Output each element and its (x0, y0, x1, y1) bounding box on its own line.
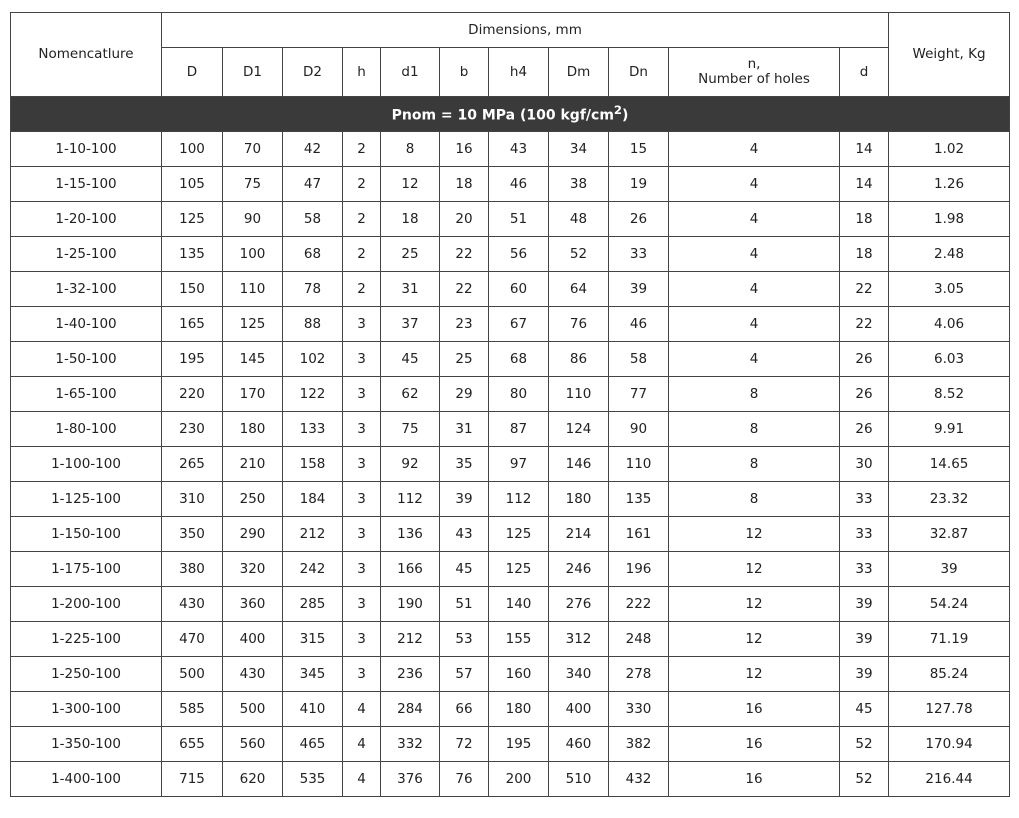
cell-b: 16 (440, 132, 489, 167)
cell-d1: 332 (381, 727, 440, 762)
table-row (11, 552, 1010, 587)
header-col-h4: h4 (489, 48, 549, 97)
cell-h: 3 (343, 307, 381, 342)
cell-D2: 42 (283, 132, 343, 167)
cell-holes: 4 (669, 167, 840, 202)
header-col-h: h (343, 48, 381, 97)
cell-b: 31 (440, 412, 489, 447)
cell-b: 72 (440, 727, 489, 762)
cell-D2: 122 (283, 377, 343, 412)
cell-weight: 23.32 (889, 482, 1010, 517)
cell-d: 18 (840, 202, 889, 237)
table-row (11, 272, 1010, 307)
cell-D: 380 (162, 552, 223, 587)
cell-holes: 8 (669, 377, 840, 412)
cell-h: 3 (343, 447, 381, 482)
cell-holes: 8 (669, 447, 840, 482)
cell-d1: 190 (381, 587, 440, 622)
cell-h4: 180 (489, 692, 549, 727)
cell-h: 3 (343, 587, 381, 622)
cell-h4: 87 (489, 412, 549, 447)
cell-holes: 4 (669, 237, 840, 272)
cell-D1: 100 (223, 237, 283, 272)
cell-D1: 110 (223, 272, 283, 307)
cell-Dn: 77 (609, 377, 669, 412)
header-col-D: D (162, 48, 223, 97)
cell-D1: 250 (223, 482, 283, 517)
cell-h4: 56 (489, 237, 549, 272)
header-col-b: b (440, 48, 489, 97)
table-body (11, 132, 1010, 797)
cell-D1: 560 (223, 727, 283, 762)
header-nomenclature: Nomencatlure (11, 13, 162, 97)
cell-Dm: 76 (549, 307, 609, 342)
cell-b: 20 (440, 202, 489, 237)
cell-d: 18 (840, 237, 889, 272)
cell-h: 4 (343, 727, 381, 762)
cell-D2: 184 (283, 482, 343, 517)
cell-D1: 180 (223, 412, 283, 447)
cell-weight: 32.87 (889, 517, 1010, 552)
cell-holes: 12 (669, 517, 840, 552)
cell-holes: 4 (669, 307, 840, 342)
cell-holes: 12 (669, 657, 840, 692)
cell-nomenclature: 1-80-100 (11, 412, 162, 447)
cell-b: 57 (440, 657, 489, 692)
cell-d: 14 (840, 167, 889, 202)
cell-D1: 125 (223, 307, 283, 342)
cell-D2: 68 (283, 237, 343, 272)
cell-weight: 6.03 (889, 342, 1010, 377)
cell-D2: 285 (283, 587, 343, 622)
cell-D: 230 (162, 412, 223, 447)
cell-D1: 430 (223, 657, 283, 692)
cell-Dm: 460 (549, 727, 609, 762)
cell-D: 125 (162, 202, 223, 237)
cell-D2: 47 (283, 167, 343, 202)
cell-D1: 145 (223, 342, 283, 377)
cell-nomenclature: 1-10-100 (11, 132, 162, 167)
cell-D: 430 (162, 587, 223, 622)
cell-h: 2 (343, 132, 381, 167)
cell-Dn: 432 (609, 762, 669, 797)
cell-d1: 18 (381, 202, 440, 237)
cell-Dm: 180 (549, 482, 609, 517)
cell-weight: 3.05 (889, 272, 1010, 307)
cell-weight: 14.65 (889, 447, 1010, 482)
cell-b: 66 (440, 692, 489, 727)
cell-Dn: 222 (609, 587, 669, 622)
cell-d1: 376 (381, 762, 440, 797)
cell-D: 105 (162, 167, 223, 202)
cell-h: 4 (343, 762, 381, 797)
cell-nomenclature: 1-65-100 (11, 377, 162, 412)
cell-Dm: 34 (549, 132, 609, 167)
cell-Dm: 86 (549, 342, 609, 377)
cell-b: 43 (440, 517, 489, 552)
cell-d1: 112 (381, 482, 440, 517)
cell-Dm: 340 (549, 657, 609, 692)
cell-Dn: 90 (609, 412, 669, 447)
cell-h4: 125 (489, 517, 549, 552)
cell-Dm: 510 (549, 762, 609, 797)
cell-D1: 75 (223, 167, 283, 202)
cell-D1: 620 (223, 762, 283, 797)
cell-D1: 70 (223, 132, 283, 167)
cell-d1: 166 (381, 552, 440, 587)
cell-h: 2 (343, 167, 381, 202)
cell-nomenclature: 1-225-100 (11, 622, 162, 657)
cell-Dn: 15 (609, 132, 669, 167)
cell-D2: 133 (283, 412, 343, 447)
cell-nomenclature: 1-25-100 (11, 237, 162, 272)
cell-d1: 284 (381, 692, 440, 727)
cell-Dn: 248 (609, 622, 669, 657)
cell-D: 310 (162, 482, 223, 517)
header-col-Dm: Dm (549, 48, 609, 97)
cell-D: 150 (162, 272, 223, 307)
cell-d: 45 (840, 692, 889, 727)
cell-h: 3 (343, 552, 381, 587)
cell-weight: 54.24 (889, 587, 1010, 622)
cell-h: 3 (343, 657, 381, 692)
cell-nomenclature: 1-100-100 (11, 447, 162, 482)
table-row (11, 237, 1010, 272)
cell-holes: 16 (669, 692, 840, 727)
cell-d1: 75 (381, 412, 440, 447)
cell-weight: 39 (889, 552, 1010, 587)
cell-weight: 85.24 (889, 657, 1010, 692)
cell-d1: 8 (381, 132, 440, 167)
cell-nomenclature: 1-40-100 (11, 307, 162, 342)
cell-holes: 4 (669, 272, 840, 307)
cell-D2: 315 (283, 622, 343, 657)
cell-holes: 12 (669, 622, 840, 657)
cell-D: 220 (162, 377, 223, 412)
cell-Dn: 135 (609, 482, 669, 517)
cell-D: 265 (162, 447, 223, 482)
cell-holes: 12 (669, 587, 840, 622)
cell-D: 470 (162, 622, 223, 657)
cell-b: 45 (440, 552, 489, 587)
cell-h: 2 (343, 202, 381, 237)
cell-d: 30 (840, 447, 889, 482)
cell-b: 29 (440, 377, 489, 412)
cell-nomenclature: 1-150-100 (11, 517, 162, 552)
cell-weight: 127.78 (889, 692, 1010, 727)
cell-b: 76 (440, 762, 489, 797)
cell-Dm: 48 (549, 202, 609, 237)
cell-holes: 16 (669, 762, 840, 797)
table-row (11, 167, 1010, 202)
cell-weight: 1.02 (889, 132, 1010, 167)
cell-weight: 1.26 (889, 167, 1010, 202)
cell-Dm: 64 (549, 272, 609, 307)
cell-D2: 410 (283, 692, 343, 727)
cell-h4: 125 (489, 552, 549, 587)
cell-h: 3 (343, 412, 381, 447)
header-col-D1: D1 (223, 48, 283, 97)
cell-weight: 4.06 (889, 307, 1010, 342)
header-dimensions: Dimensions, mm (162, 13, 889, 48)
cell-b: 51 (440, 587, 489, 622)
cell-Dn: 19 (609, 167, 669, 202)
cell-Dn: 196 (609, 552, 669, 587)
cell-Dm: 400 (549, 692, 609, 727)
cell-holes: 4 (669, 342, 840, 377)
table-row (11, 762, 1010, 797)
table-row (11, 517, 1010, 552)
cell-h: 3 (343, 622, 381, 657)
cell-h4: 51 (489, 202, 549, 237)
cell-Dn: 58 (609, 342, 669, 377)
header-col-d: d (840, 48, 889, 97)
header-col-D2: D2 (283, 48, 343, 97)
cell-d: 26 (840, 377, 889, 412)
cell-holes: 4 (669, 202, 840, 237)
cell-b: 25 (440, 342, 489, 377)
cell-nomenclature: 1-50-100 (11, 342, 162, 377)
cell-h: 2 (343, 237, 381, 272)
cell-nomenclature: 1-15-100 (11, 167, 162, 202)
table-row (11, 342, 1010, 377)
table-row (11, 412, 1010, 447)
cell-D1: 90 (223, 202, 283, 237)
cell-D: 135 (162, 237, 223, 272)
cell-d1: 236 (381, 657, 440, 692)
cell-h4: 195 (489, 727, 549, 762)
header-holes-line1: n, (747, 56, 761, 73)
cell-nomenclature: 1-175-100 (11, 552, 162, 587)
cell-h4: 160 (489, 657, 549, 692)
cell-holes: 8 (669, 482, 840, 517)
cell-b: 39 (440, 482, 489, 517)
cell-Dm: 276 (549, 587, 609, 622)
cell-d: 39 (840, 587, 889, 622)
cell-Dn: 26 (609, 202, 669, 237)
cell-Dn: 33 (609, 237, 669, 272)
cell-D2: 58 (283, 202, 343, 237)
cell-D1: 400 (223, 622, 283, 657)
flange-dimensions-table (10, 12, 1010, 797)
cell-d1: 136 (381, 517, 440, 552)
cell-Dm: 110 (549, 377, 609, 412)
section-title-superscript: 2 (613, 102, 623, 117)
cell-nomenclature: 1-350-100 (11, 727, 162, 762)
cell-holes: 16 (669, 727, 840, 762)
cell-holes: 8 (669, 412, 840, 447)
cell-d: 22 (840, 272, 889, 307)
cell-d1: 31 (381, 272, 440, 307)
cell-D: 350 (162, 517, 223, 552)
cell-b: 18 (440, 167, 489, 202)
cell-Dn: 161 (609, 517, 669, 552)
cell-D1: 500 (223, 692, 283, 727)
cell-nomenclature: 1-300-100 (11, 692, 162, 727)
cell-weight: 1.98 (889, 202, 1010, 237)
cell-h4: 80 (489, 377, 549, 412)
cell-nomenclature: 1-250-100 (11, 657, 162, 692)
cell-nomenclature: 1-200-100 (11, 587, 162, 622)
cell-D2: 535 (283, 762, 343, 797)
cell-weight: 8.52 (889, 377, 1010, 412)
cell-Dn: 110 (609, 447, 669, 482)
table-row (11, 692, 1010, 727)
table-row (11, 482, 1010, 517)
header-col-Dn: Dn (609, 48, 669, 97)
cell-D: 655 (162, 727, 223, 762)
section-title-text: Pnom = 10 MPa (100 kgf/cm (391, 107, 614, 124)
cell-D: 500 (162, 657, 223, 692)
cell-Dm: 214 (549, 517, 609, 552)
cell-weight: 216.44 (889, 762, 1010, 797)
cell-D2: 158 (283, 447, 343, 482)
table-row (11, 622, 1010, 657)
header-col-holes (669, 48, 840, 97)
cell-weight: 71.19 (889, 622, 1010, 657)
cell-d1: 212 (381, 622, 440, 657)
cell-h: 2 (343, 272, 381, 307)
cell-Dn: 278 (609, 657, 669, 692)
cell-h: 3 (343, 482, 381, 517)
table-row (11, 132, 1010, 167)
cell-holes: 4 (669, 132, 840, 167)
cell-h: 4 (343, 692, 381, 727)
cell-weight: 9.91 (889, 412, 1010, 447)
cell-D: 715 (162, 762, 223, 797)
cell-b: 22 (440, 272, 489, 307)
cell-D2: 88 (283, 307, 343, 342)
cell-d: 52 (840, 762, 889, 797)
cell-D1: 320 (223, 552, 283, 587)
table-row (11, 377, 1010, 412)
cell-d1: 25 (381, 237, 440, 272)
cell-h: 3 (343, 377, 381, 412)
cell-D: 195 (162, 342, 223, 377)
cell-d: 39 (840, 622, 889, 657)
cell-h4: 43 (489, 132, 549, 167)
table-row (11, 307, 1010, 342)
cell-d: 52 (840, 727, 889, 762)
cell-d: 26 (840, 412, 889, 447)
cell-h4: 155 (489, 622, 549, 657)
header-holes-line2: Number of holes (698, 71, 810, 87)
cell-D: 165 (162, 307, 223, 342)
table-row (11, 727, 1010, 762)
cell-h4: 200 (489, 762, 549, 797)
section-title-close: ) (622, 107, 629, 124)
cell-D1: 290 (223, 517, 283, 552)
cell-d: 22 (840, 307, 889, 342)
cell-D2: 78 (283, 272, 343, 307)
header-weight: Weight, Kg (889, 13, 1010, 97)
cell-D2: 345 (283, 657, 343, 692)
cell-d: 33 (840, 552, 889, 587)
cell-Dm: 38 (549, 167, 609, 202)
cell-Dm: 52 (549, 237, 609, 272)
cell-weight: 170.94 (889, 727, 1010, 762)
cell-h4: 60 (489, 272, 549, 307)
cell-d1: 37 (381, 307, 440, 342)
cell-D2: 212 (283, 517, 343, 552)
cell-d: 39 (840, 657, 889, 692)
cell-Dn: 330 (609, 692, 669, 727)
cell-Dm: 124 (549, 412, 609, 447)
cell-D: 585 (162, 692, 223, 727)
cell-nomenclature: 1-32-100 (11, 272, 162, 307)
table-row (11, 202, 1010, 237)
cell-b: 53 (440, 622, 489, 657)
cell-h4: 112 (489, 482, 549, 517)
cell-b: 35 (440, 447, 489, 482)
cell-d: 33 (840, 517, 889, 552)
cell-b: 22 (440, 237, 489, 272)
cell-d: 14 (840, 132, 889, 167)
cell-h: 3 (343, 342, 381, 377)
cell-Dm: 312 (549, 622, 609, 657)
cell-holes: 12 (669, 552, 840, 587)
cell-D: 100 (162, 132, 223, 167)
cell-d1: 92 (381, 447, 440, 482)
cell-h4: 140 (489, 587, 549, 622)
cell-D2: 465 (283, 727, 343, 762)
cell-d: 33 (840, 482, 889, 517)
table-row (11, 587, 1010, 622)
cell-d1: 12 (381, 167, 440, 202)
cell-h4: 67 (489, 307, 549, 342)
header-col-d1: d1 (381, 48, 440, 97)
cell-h4: 97 (489, 447, 549, 482)
cell-Dm: 146 (549, 447, 609, 482)
cell-d: 26 (840, 342, 889, 377)
cell-h4: 46 (489, 167, 549, 202)
section-title (11, 97, 1010, 132)
cell-Dn: 382 (609, 727, 669, 762)
cell-Dn: 39 (609, 272, 669, 307)
table-row (11, 447, 1010, 482)
cell-Dn: 46 (609, 307, 669, 342)
cell-d1: 62 (381, 377, 440, 412)
cell-D1: 170 (223, 377, 283, 412)
cell-D2: 102 (283, 342, 343, 377)
cell-b: 23 (440, 307, 489, 342)
cell-nomenclature: 1-20-100 (11, 202, 162, 237)
cell-D2: 242 (283, 552, 343, 587)
cell-d1: 45 (381, 342, 440, 377)
cell-nomenclature: 1-125-100 (11, 482, 162, 517)
cell-h: 3 (343, 517, 381, 552)
cell-nomenclature: 1-400-100 (11, 762, 162, 797)
table-row (11, 657, 1010, 692)
cell-D1: 210 (223, 447, 283, 482)
cell-h4: 68 (489, 342, 549, 377)
cell-Dm: 246 (549, 552, 609, 587)
cell-D1: 360 (223, 587, 283, 622)
cell-weight: 2.48 (889, 237, 1010, 272)
